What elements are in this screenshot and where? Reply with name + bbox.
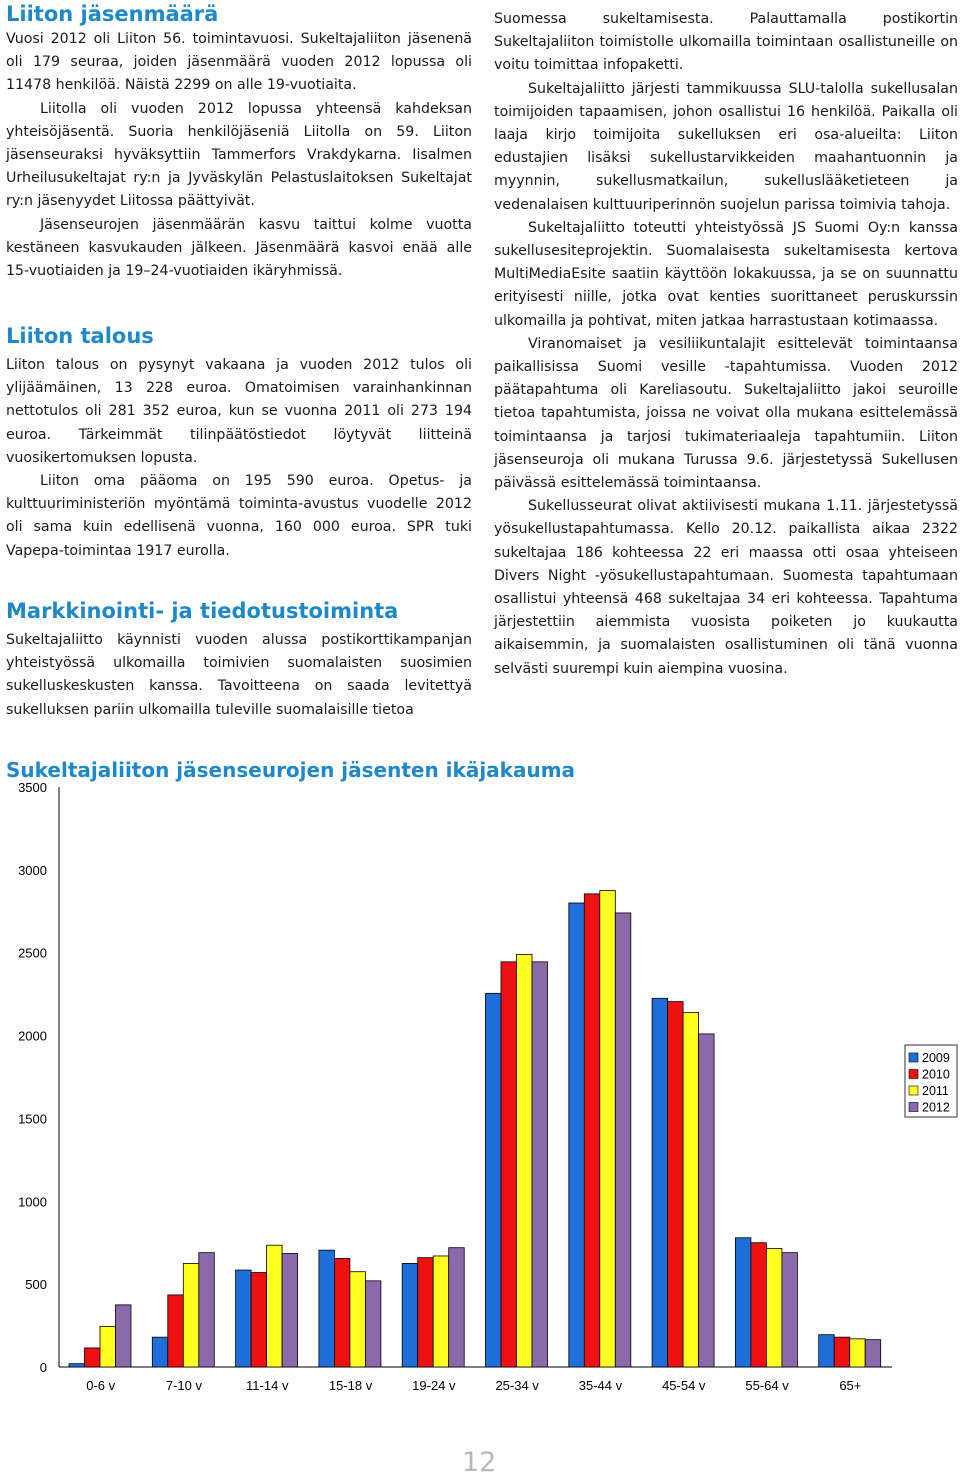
- membership-paragraph-2: Liitolla oli vuoden 2012 lopussa yhteensä kahdeksan yhteisöjäsentä. Suoria henkilöjäseniä Liitolla on 59. Liiton jäsenseuraksi hyväksyttiin Tammerfors Vrakdykarna. Iisalmen Urheilusukeltajat ry:n ja Jyväskylän Pelastuslaitoksen Sukeltajat ry:n jäsenyydet Liitossa päättyivät.: [6, 100, 472, 210]
- bar-2011-8: [766, 1249, 782, 1367]
- right-column-text: [494, 8, 958, 681]
- legend-swatch-2009: [909, 1053, 918, 1062]
- membership-heading: Liiton jäsenmäärä: [6, 2, 219, 26]
- bar-2009-1: [152, 1337, 168, 1367]
- right-paragraph-5: Sukellusseurat olivat aktiivisesti mukana 1.11. järjestetyssä yösukellustapahtumassa. Kello 20.12. paikallista aikaa 2322 sukeltajaa 186 kohteessa 22 eri maassa otti osaa yhteiseen Divers Night -yösukellustapahtumaan. Suomesta tapahtumaan osallistui yhteensä 468 sukeltajaa 34 eri kohteessa. Tapahtuma järjestettiin aiemmista vuosista poiketen jo kuukautta aikaisemmin, ja suomalaisten osallistuminen oli tänä vuonna selvästi suurempi kuin aiempina vuosina.: [494, 498, 958, 677]
- y-tick-label: 1000: [18, 1194, 47, 1210]
- bar-2012-4: [449, 1248, 465, 1367]
- bar-2012-3: [365, 1281, 381, 1367]
- right-paragraph-1: Suomessa sukeltamisesta. Palauttamalla postikortin Sukeltajaliiton toimistolle ulkomailla toimintaan osallistuneille on voitu toimittaa infopaketti.: [494, 11, 958, 74]
- legend-label-2010: 2010: [922, 1067, 950, 1082]
- bar-2009-6: [569, 903, 585, 1367]
- bar-2009-7: [652, 998, 668, 1367]
- right-paragraph-2: Sukeltajaliitto järjesti tammikuussa SLU-talolla sukellusalan toimijoiden tapaamisen, johon osallistui 16 henkilöä. Paikalla oli laaja kirjo toimijoita sukelluksen eri osa-alueilta: Liiton edustajien lisäksi sukellustarvikkeiden maahantuonnin ja myynnin, sukellusmatkailun, sukelluslääketieteen ja vedenalaisen kulttuuriperinnön suojelun parissa toimivia tahoja.: [494, 80, 958, 213]
- membership-paragraph-1: Vuosi 2012 oli Liiton 56. toimintavuosi. Sukeltajaliiton jäsenenä oli 179 seuraa, joiden jäsenmäärä vuoden 2012 lopussa oli 11478 henkilöä. Näistä 2299 on alle 19-vuotiaita.: [6, 31, 472, 94]
- x-tick-label: 65+: [839, 1378, 862, 1393]
- bar-2010-3: [334, 1258, 350, 1367]
- marketing-heading: Markkinointi- ja tiedotustoiminta: [6, 599, 399, 623]
- finance-heading: Liiton talous: [6, 324, 154, 348]
- section-membership: [6, 0, 472, 283]
- bar-2009-5: [486, 993, 502, 1367]
- finance-paragraph-2: Liiton oma pääoma on 195 590 euroa. Opetus- ja kulttuuriministeriön myöntämä toiminta-avustus vuodelle 2012 oli sama kuin edellisenä vuonna, 160 000 euroa. SPR tuki Vapepa-toimintaa 1917 eurolla.: [6, 473, 472, 559]
- y-tick-label: 3000: [18, 862, 47, 878]
- x-tick-label: 0-6 v: [86, 1378, 116, 1393]
- x-tick-label: 55-64 v: [745, 1378, 789, 1393]
- page-number: 12: [462, 1447, 497, 1478]
- bar-2009-4: [402, 1263, 418, 1367]
- bar-2010-0: [85, 1348, 101, 1367]
- bar-2012-7: [699, 1034, 715, 1367]
- bar-2009-8: [735, 1238, 751, 1367]
- bar-2012-1: [199, 1253, 215, 1367]
- bar-2010-4: [418, 1258, 434, 1367]
- bar-2009-9: [819, 1335, 835, 1367]
- legend-swatch-2010: [909, 1070, 918, 1079]
- bar-2011-5: [517, 954, 533, 1367]
- legend-label-2009: 2009: [922, 1051, 950, 1065]
- x-tick-label: 35-44 v: [578, 1378, 623, 1393]
- chart-title: Sukeltajaliiton jäsenseurojen jäsenten ikäjakauma: [6, 758, 576, 782]
- bar-2012-6: [615, 913, 631, 1367]
- bar-2010-9: [834, 1337, 850, 1367]
- bar-2011-0: [100, 1326, 116, 1367]
- bar-2010-8: [751, 1243, 767, 1367]
- bar-2012-0: [116, 1305, 132, 1367]
- bar-2011-4: [433, 1256, 449, 1367]
- bar-2011-3: [350, 1272, 366, 1367]
- legend-swatch-2011: [909, 1086, 918, 1095]
- legend-swatch-2012: [909, 1103, 918, 1112]
- right-paragraph-3: Sukeltajaliitto toteutti yhteistyössä JS Suomi Oy:n kanssa sukellusesiteprojektin. Suomalaisesta sukeltamisesta kertova MultiMediaEsite saatiin käyttöön lokakuussa, ja se on suunnattu erityisesti niille, jotka ovat kenties suorittaneet peruskurssin ulkomailla ja pohtivat, miten jatkaa harrastustaan kotimaassa.: [494, 219, 958, 329]
- x-tick-label: 7-10 v: [165, 1378, 203, 1393]
- legend-label-2012: 2012: [922, 1100, 950, 1115]
- bar-2011-2: [267, 1245, 283, 1367]
- x-tick-label: 11-14 v: [246, 1378, 289, 1393]
- right-paragraph-4: Viranomaiset ja vesiliikuntalajit esittelevät toimintaansa paikallisissa Suomi vesille -tapahtumissa. Vuoden 2012 päätapahtuma oli Kareliasoutu. Sukeltajaliitto jakoi seuroille tietoa tapahtumista, joissa ne voivat olla mukana esittelemässä toimintaansa ja tarjosi tukimateriaaleja tapahtumiin. Liiton jäsenseuroja oli mukana Turussa 9.6. järjestetyssä Sukellusen päivässä esittelemässä toimintaansa.: [494, 335, 958, 492]
- y-tick-label: 3500: [18, 780, 47, 795]
- bar-2010-1: [168, 1295, 184, 1367]
- age-distribution-chart: [0, 780, 960, 1400]
- membership-paragraph-3: Jäsenseurojen jäsenmäärän kasvu taittui kolme vuotta kestäneen kasvukauden jälkeen. Jäsenmäärä kasvoi enää alle 15-vuotiaiden ja 19–24-vuotiaiden ikäryhmissä.: [6, 216, 472, 280]
- bar-2010-7: [668, 1002, 684, 1367]
- bar-2009-3: [319, 1250, 335, 1367]
- bar-2011-7: [683, 1012, 699, 1367]
- section-finance: [6, 322, 472, 563]
- x-tick-label: 45-54 v: [662, 1378, 706, 1393]
- bar-2010-2: [251, 1273, 267, 1367]
- bar-2011-6: [600, 891, 616, 1367]
- y-tick-label: 500: [25, 1277, 47, 1293]
- marketing-paragraph-1: Sukeltajaliitto käynnisti vuoden alussa postikorttikampanjan yhteistyössä ulkomailla toimivien suomalaisten suosimien sukelluskeskusten kanssa. Tavoitteena on saada levitettyä sukelluksen pariin ulkomailla tuleville suomalaisille tietoa: [6, 632, 472, 718]
- section-marketing: [6, 597, 472, 722]
- bar-2009-2: [236, 1270, 252, 1367]
- bar-2012-5: [532, 962, 548, 1367]
- x-tick-label: 19-24 v: [412, 1378, 456, 1393]
- legend-label-2011: 2011: [922, 1084, 949, 1098]
- bar-2010-5: [501, 962, 517, 1367]
- finance-paragraph-1: Liiton talous on pysynyt vakaana ja vuoden 2012 tulos oli ylijäämäinen, 13 228 euroa. Omatoimisen varainhankinnan nettotulos oli 281 352 euroa, kun se vuonna 2011 oli 273 194 euroa. Tärkeimmät tilinpäätöstiedot löytyvät liitteinä vuosikertomuksen lopusta.: [6, 357, 472, 466]
- bar-2009-0: [69, 1364, 85, 1367]
- y-tick-label: 1500: [18, 1111, 47, 1127]
- bar-2012-9: [865, 1340, 881, 1367]
- x-tick-label: 25-34 v: [495, 1378, 539, 1393]
- bar-2012-2: [282, 1253, 298, 1367]
- bar-2011-9: [850, 1339, 866, 1367]
- bar-2010-6: [584, 894, 600, 1367]
- y-tick-label: 2500: [18, 945, 47, 961]
- y-tick-label: 0: [39, 1360, 47, 1375]
- bar-2012-8: [782, 1253, 798, 1367]
- bar-2011-1: [183, 1263, 199, 1367]
- x-tick-label: 15-18 v: [328, 1378, 373, 1393]
- y-tick-label: 2000: [18, 1028, 47, 1044]
